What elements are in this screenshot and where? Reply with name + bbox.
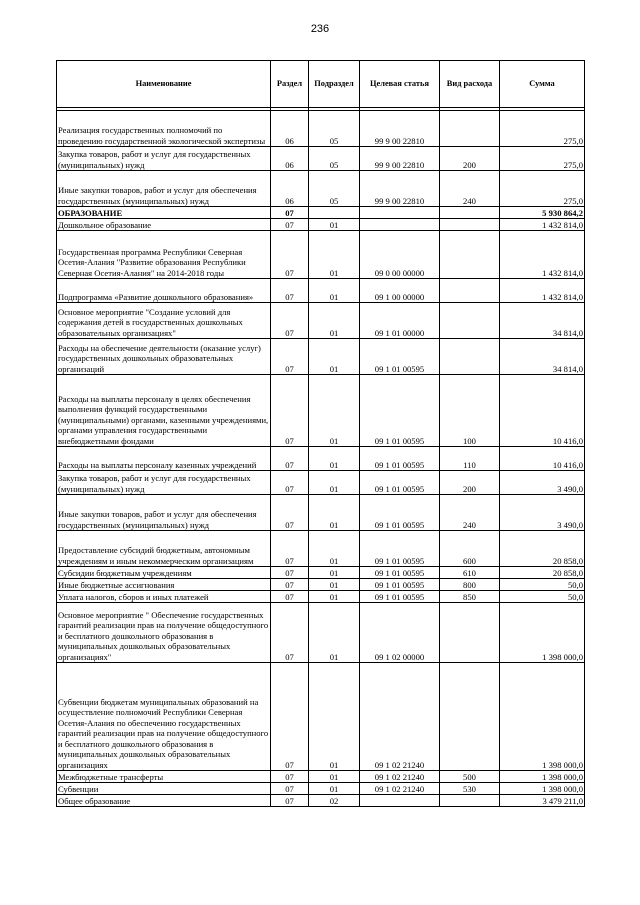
row-name: Иные бюджетные ассигнования — [57, 579, 271, 591]
row-name: Расходы на выплаты персоналу казенных учреждений — [57, 447, 271, 471]
row-sum: 10 416,0 — [500, 375, 585, 447]
table-row — [57, 531, 585, 567]
row-subsection: 01 — [309, 591, 360, 603]
row-name: Расходы на выплаты персоналу в целях обеспечения выполнения функций государственными (муниципальными) органами, казенными учреждениями, органами управления государственными внебюджетными фондами — [57, 375, 271, 447]
table-row — [57, 447, 585, 471]
table-row — [57, 471, 585, 495]
row-section: 07 — [271, 783, 309, 795]
row-subsection: 01 — [309, 471, 360, 495]
row-kind: 850 — [440, 591, 500, 603]
row-target: 09 1 02 21240 — [360, 783, 440, 795]
row-subsection: 01 — [309, 303, 360, 339]
row-section: 06 — [271, 171, 309, 207]
row-sum: 3 479 211,0 — [500, 795, 585, 807]
row-target: 09 0 00 00000 — [360, 231, 440, 279]
page-number: 236 — [310, 23, 330, 35]
row-kind — [440, 219, 500, 231]
row-subsection: 01 — [309, 447, 360, 471]
row-target: 09 1 01 00595 — [360, 471, 440, 495]
table-row — [57, 219, 585, 231]
row-kind — [440, 279, 500, 303]
table-row — [57, 567, 585, 579]
row-section: 07 — [271, 375, 309, 447]
row-section: 07 — [271, 591, 309, 603]
row-target: 09 1 01 00595 — [360, 567, 440, 579]
header-sum: Сумма — [500, 61, 585, 108]
row-name: Иные закупки товаров, работ и услуг для обеспечения государственных (муниципальных) нужд — [57, 495, 271, 531]
row-target: 09 1 01 00000 — [360, 303, 440, 339]
row-subsection: 01 — [309, 279, 360, 303]
row-section: 06 — [271, 147, 309, 171]
row-name: Государственная программа Республики Северная Осетия-Алания "Развитие образования Республики Северная Осетия-Алания" на 2014-2018 годы — [57, 231, 271, 279]
row-sum: 275,0 — [500, 147, 585, 171]
row-subsection: 01 — [309, 375, 360, 447]
row-section: 07 — [271, 531, 309, 567]
header-section: Раздел — [271, 61, 309, 108]
row-sum: 1 432 814,0 — [500, 231, 585, 279]
row-sum: 5 930 864,2 — [500, 207, 585, 219]
row-subsection: 05 — [309, 111, 360, 147]
row-subsection: 01 — [309, 663, 360, 771]
row-sum: 1 398 000,0 — [500, 771, 585, 783]
row-sum: 34 814,0 — [500, 339, 585, 375]
row-section: 07 — [271, 303, 309, 339]
table-body — [57, 111, 585, 807]
row-subsection: 01 — [309, 219, 360, 231]
row-name: Предоставление субсидий бюджетным, автономным учреждениям и иным некоммерческим организациям — [57, 531, 271, 567]
row-name: Основное мероприятие " Обеспечение государственных гарантий реализации прав на получение общедоступного и бесплатного дошкольного образования в муниципальных дошкольных образовательных организациях" — [57, 603, 271, 663]
row-kind — [440, 339, 500, 375]
row-subsection: 01 — [309, 771, 360, 783]
row-section: 07 — [271, 279, 309, 303]
row-section: 06 — [271, 111, 309, 147]
row-target: 99 9 00 22810 — [360, 111, 440, 147]
table-row — [57, 339, 585, 375]
row-sum: 34 814,0 — [500, 303, 585, 339]
row-sum: 20 858,0 — [500, 531, 585, 567]
row-section: 07 — [271, 219, 309, 231]
row-kind: 240 — [440, 171, 500, 207]
table-row — [57, 279, 585, 303]
row-target: 09 1 02 00000 — [360, 603, 440, 663]
row-target — [360, 207, 440, 219]
row-sum: 1 432 814,0 — [500, 279, 585, 303]
row-sum: 275,0 — [500, 171, 585, 207]
row-subsection: 01 — [309, 603, 360, 663]
row-name: Закупка товаров, работ и услуг для государственных (муниципальных) нужд — [57, 471, 271, 495]
row-kind: 200 — [440, 471, 500, 495]
budget-table — [56, 60, 585, 807]
row-sum: 1 398 000,0 — [500, 663, 585, 771]
row-kind: 800 — [440, 579, 500, 591]
row-kind: 500 — [440, 771, 500, 783]
table-row — [57, 591, 585, 603]
table-row — [57, 795, 585, 807]
table-row — [57, 375, 585, 447]
table-row — [57, 783, 585, 795]
table-row — [57, 663, 585, 771]
row-kind — [440, 303, 500, 339]
row-kind: 240 — [440, 495, 500, 531]
row-subsection — [309, 207, 360, 219]
row-target — [360, 795, 440, 807]
row-kind — [440, 111, 500, 147]
table-row — [57, 603, 585, 663]
row-sum: 1 432 814,0 — [500, 219, 585, 231]
row-name: Межбюджетные трансферты — [57, 771, 271, 783]
row-sum: 1 398 000,0 — [500, 603, 585, 663]
row-subsection: 01 — [309, 567, 360, 579]
row-target: 99 9 00 22810 — [360, 171, 440, 207]
row-target: 09 1 01 00595 — [360, 531, 440, 567]
row-kind: 600 — [440, 531, 500, 567]
table-row — [57, 579, 585, 591]
row-name: Дошкольное образование — [57, 219, 271, 231]
row-target: 09 1 02 21240 — [360, 771, 440, 783]
row-name: Субвенции — [57, 783, 271, 795]
row-subsection: 01 — [309, 579, 360, 591]
table-row — [57, 303, 585, 339]
row-target: 09 1 01 00595 — [360, 495, 440, 531]
row-section: 07 — [271, 579, 309, 591]
table-row — [57, 111, 585, 147]
row-subsection: 01 — [309, 231, 360, 279]
row-target: 09 1 01 00595 — [360, 591, 440, 603]
table-row — [57, 771, 585, 783]
table-row — [57, 231, 585, 279]
row-name: Субвенции бюджетам муниципальных образований на осуществление полномочий Республики Северная Осетия-Алания по обеспечению государственных гарантий реализации прав на получение общедоступного и бесплатного дошкольного образования в муниципальных дошкольных образовательных организациях — [57, 663, 271, 771]
row-sum: 50,0 — [500, 591, 585, 603]
row-target: 09 1 01 00595 — [360, 579, 440, 591]
row-name: Закупка товаров, работ и услуг для государственных (муниципальных) нужд — [57, 147, 271, 171]
row-kind — [440, 795, 500, 807]
row-section: 07 — [271, 495, 309, 531]
row-section: 07 — [271, 663, 309, 771]
table-row — [57, 147, 585, 171]
row-target: 99 9 00 22810 — [360, 147, 440, 171]
row-name: Уплата налогов, сборов и иных платежей — [57, 591, 271, 603]
row-kind: 200 — [440, 147, 500, 171]
row-name: Подпрограмма «Развитие дошкольного образования» — [57, 279, 271, 303]
row-name: Иные закупки товаров, работ и услуг для обеспечения государственных (муниципальных) нужд — [57, 171, 271, 207]
table-row — [57, 207, 585, 219]
header-kind: Вид расхода — [440, 61, 500, 108]
row-sum: 50,0 — [500, 579, 585, 591]
row-name: Расходы на обеспечение деятельности (оказание услуг) государственных дошкольных образовательных организаций — [57, 339, 271, 375]
row-kind — [440, 231, 500, 279]
table-row — [57, 495, 585, 531]
row-kind: 110 — [440, 447, 500, 471]
row-subsection: 01 — [309, 495, 360, 531]
row-section: 07 — [271, 471, 309, 495]
row-subsection: 01 — [309, 339, 360, 375]
row-subsection: 01 — [309, 783, 360, 795]
row-section: 07 — [271, 795, 309, 807]
row-kind: 530 — [440, 783, 500, 795]
row-section: 07 — [271, 339, 309, 375]
row-name: Субсидии бюджетным учреждениям — [57, 567, 271, 579]
row-name: Общее образование — [57, 795, 271, 807]
row-kind: 610 — [440, 567, 500, 579]
row-target: 09 1 01 00595 — [360, 375, 440, 447]
row-kind: 100 — [440, 375, 500, 447]
row-section: 07 — [271, 231, 309, 279]
row-name: Основное мероприятие "Создание условий для содержания детей в государственных дошкольных образовательных организациях" — [57, 303, 271, 339]
row-sum: 275,0 — [500, 111, 585, 147]
row-kind — [440, 603, 500, 663]
row-sum: 20 858,0 — [500, 567, 585, 579]
row-target — [360, 219, 440, 231]
row-section: 07 — [271, 771, 309, 783]
row-sum: 3 490,0 — [500, 495, 585, 531]
row-sum: 3 490,0 — [500, 471, 585, 495]
row-kind — [440, 207, 500, 219]
row-target: 09 1 01 00595 — [360, 447, 440, 471]
header-name: Наименование — [57, 61, 271, 108]
row-section: 07 — [271, 603, 309, 663]
row-subsection: 05 — [309, 147, 360, 171]
row-kind — [440, 663, 500, 771]
row-sum: 1 398 000,0 — [500, 783, 585, 795]
header-subsection: Подраздел — [309, 61, 360, 108]
row-subsection: 05 — [309, 171, 360, 207]
table-header — [57, 61, 585, 111]
row-target: 09 1 02 21240 — [360, 663, 440, 771]
row-target: 09 1 01 00595 — [360, 339, 440, 375]
table-row — [57, 171, 585, 207]
row-name: Реализация государственных полномочий по проведению государственной экологической экспертизы — [57, 111, 271, 147]
row-section: 07 — [271, 207, 309, 219]
row-subsection: 02 — [309, 795, 360, 807]
row-subsection: 01 — [309, 531, 360, 567]
row-name: ОБРАЗОВАНИЕ — [57, 207, 271, 219]
header-target: Целевая статья — [360, 61, 440, 108]
row-target: 09 1 00 00000 — [360, 279, 440, 303]
row-section: 07 — [271, 447, 309, 471]
row-section: 07 — [271, 567, 309, 579]
row-sum: 10 416,0 — [500, 447, 585, 471]
